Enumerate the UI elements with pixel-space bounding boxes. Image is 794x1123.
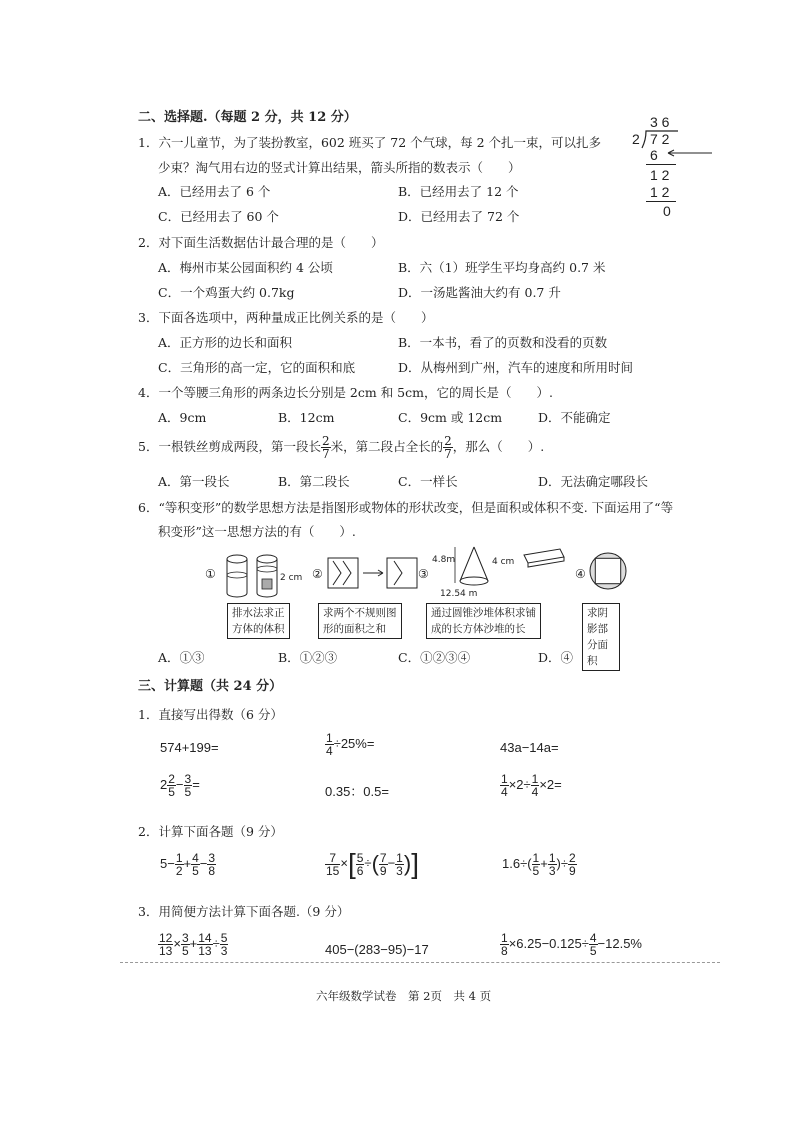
circle-square-icon (588, 550, 628, 592)
fig3-caption-box: 通过圆锥沙堆体积求铺 成的长方体沙堆的长 (426, 603, 541, 639)
page-footer: 六年级数学试卷 第 2页 共 4 页 (316, 989, 492, 1003)
shape-transform-icon (327, 557, 422, 591)
division-step3: 1 2 (650, 184, 670, 200)
q1-option-c[interactable]: C．已经用去了 60 个 (158, 209, 279, 224)
division-dividend: 7 2 (650, 131, 670, 147)
p1-expr-6: $\frac{1}{4}$ ×2÷ $\frac{1}{4}$ ×2= (501, 772, 562, 799)
q2-option-c[interactable]: C．一个鸡蛋大约 0.7kg (158, 285, 295, 300)
q1-option-b[interactable]: B．已经用去了 12 个 (398, 184, 519, 199)
cylinder-icon (224, 553, 284, 599)
q6-option-c[interactable]: C．①②③④ (398, 650, 471, 665)
section-3-title: 三、计算题（共 24 分） (138, 679, 283, 694)
fig2-caption-box: 求两个不规则图 形的面积之和 (318, 603, 402, 639)
p1-expr-1: 574+199= (160, 740, 219, 755)
q4-option-a[interactable]: A．9cm (158, 410, 207, 425)
q4-option-b[interactable]: B．12cm (278, 410, 335, 425)
section-2-title: 二、选择题.（每题 2 分，共 12 分） (138, 110, 357, 125)
q5-stem (138, 432, 544, 462)
q4-option-c[interactable]: C．9cm 或 12cm (398, 410, 503, 425)
p2-title: 2．计算下面各题（9 分） (138, 824, 283, 839)
p1-expr-5: 0.35：0.5= (325, 784, 389, 799)
q6-option-a[interactable]: A．①③ (158, 650, 205, 665)
p3-expr-a: $\frac{12}{13}$ × $\frac{3}{5}$ + $\frac{14}{13}$ ÷ $\frac{5}{3}$ (159, 931, 228, 958)
q1-option-d[interactable]: D．已经用去了 72 个 (398, 209, 520, 224)
q5-option-b[interactable]: B．第二段长 (278, 474, 350, 489)
p3-expr-b: 405−(283−95)−17 (325, 942, 429, 957)
q2-option-b[interactable]: B．六（1）班学生平均身高约 0.7 米 (398, 260, 606, 275)
q5-option-c[interactable]: C．一样长 (398, 474, 458, 489)
q1-line2: 少束？淘气用右边的竖式计算出结果，箭头所指的数表示（ ） (158, 160, 521, 175)
q3-option-a[interactable]: A．正方形的边长和面积 (158, 335, 293, 350)
q2-option-a[interactable]: A．梅州市某公园面积约 4 公顷 (158, 260, 333, 275)
fig3-label-height: 4.8m (432, 555, 456, 565)
p2-expr-b: $\frac{7}{15}$ ×[ $\frac{5}{6}$ ÷( $\frac{7}{9}$ − $\frac{1}{3}$ )] (326, 848, 419, 879)
q1-line1: 1．六一儿童节，为了装扮教室，602 班买了 72 个气球，每 2 个扎一束，可以扎多 (138, 135, 602, 150)
fig3-label-diameter: 12.54 m (440, 589, 478, 599)
division-remainder: 0 (663, 203, 671, 219)
long-division-figure (628, 114, 718, 224)
q3-option-b[interactable]: B．一本书，看了的页数和没看的页数 (398, 335, 608, 350)
fig3-number: ③ (418, 567, 429, 581)
division-step1: 6 (650, 147, 658, 163)
q5-fraction-2: $\frac{2}{7}$ (444, 434, 452, 461)
q4-option-d[interactable]: D．不能确定 (538, 410, 611, 425)
p2-expr-a: 5− $\frac{1}{2}$ + $\frac{4}{5}$ − $\frac{3}{8}$ (160, 851, 216, 878)
p3-expr-c: $\frac{1}{8}$ ×6.25−0.125÷ $\frac{4}{5}$ −12.5% (501, 931, 642, 958)
fig1-number: ① (205, 567, 216, 581)
division-rule-2 (646, 201, 676, 202)
division-quotient: 3 6 (650, 114, 670, 130)
q2-option-d[interactable]: D．一汤匙酱油大约有 0.7 升 (398, 285, 561, 300)
q4-stem: 4．一个等腰三角形的两条边长分别是 2cm 和 5cm，它的周长是（ ）. (138, 385, 553, 400)
q6-line2: 积变形”这一思想方法的有（ ）. (158, 524, 356, 539)
q2-stem: 2．对下面生活数据估计最合理的是（ ） (138, 235, 384, 250)
p2-expr-c: 1.6÷( $\frac{1}{5}$ + $\frac{1}{3}$ )÷ $\frac{2}{9}$ (502, 851, 576, 878)
q6-line1: 6．“等积变形”的数学思想方法是指图形或物体的形状改变，但是面积或体积不变. 下面运用了“等 (138, 500, 674, 515)
p1-expr-3: 43a−14a= (500, 740, 559, 755)
q5-text-pre: 5．一根铁丝剪成两段，第一段长 (138, 439, 321, 454)
q5-text-mid: 米，第二段占全长的 (330, 439, 444, 454)
division-divisor: 2 (632, 131, 640, 147)
q5-fraction-1: $\frac{2}{7}$ (321, 434, 330, 461)
cone-and-box-icon (452, 545, 572, 591)
q3-option-c[interactable]: C．三角形的高一定，它的面积和底 (158, 360, 356, 375)
division-rule-1 (646, 164, 676, 165)
fig3-label-4cm: 4 cm (492, 557, 515, 567)
p1-expr-4: 2 $\frac{2}{5}$ − $\frac{3}{5}$ = (160, 772, 200, 799)
page-edge-line (120, 962, 720, 963)
q5-option-a[interactable]: A．第一段长 (158, 474, 230, 489)
q1-option-a[interactable]: A．已经用去了 6 个 (158, 184, 271, 199)
q5-text-post: ，那么（ ）. (452, 439, 545, 454)
q3-option-d[interactable]: D．从梅州到广州，汽车的速度和所用时间 (398, 360, 634, 375)
fig4-caption-box: 求阴影部 分面积 (582, 603, 620, 671)
fig4-number: ④ (575, 567, 586, 581)
fig1-label-2cm: 2 cm (280, 573, 303, 583)
p1-expr-2: $\frac{1}{4}$ ÷25%= (326, 731, 375, 758)
p3-title: 3．用简便方法计算下面各题.（9 分） (138, 904, 350, 919)
arrow-icon (664, 146, 714, 160)
q3-stem: 3．下面各选项中，两种量成正比例关系的是（ ） (138, 310, 434, 325)
fig1-caption-box: 排水法求正 方体的体积 (227, 603, 290, 639)
division-step2: 1 2 (650, 167, 670, 183)
q6-option-d[interactable]: D．④ (538, 650, 574, 665)
q5-option-d[interactable]: D．无法确定哪段长 (538, 474, 649, 489)
fig2-number: ② (312, 567, 323, 581)
q6-option-b[interactable]: B．①②③ (278, 650, 338, 665)
p1-title: 1．直接写出得数（6 分） (138, 707, 283, 722)
